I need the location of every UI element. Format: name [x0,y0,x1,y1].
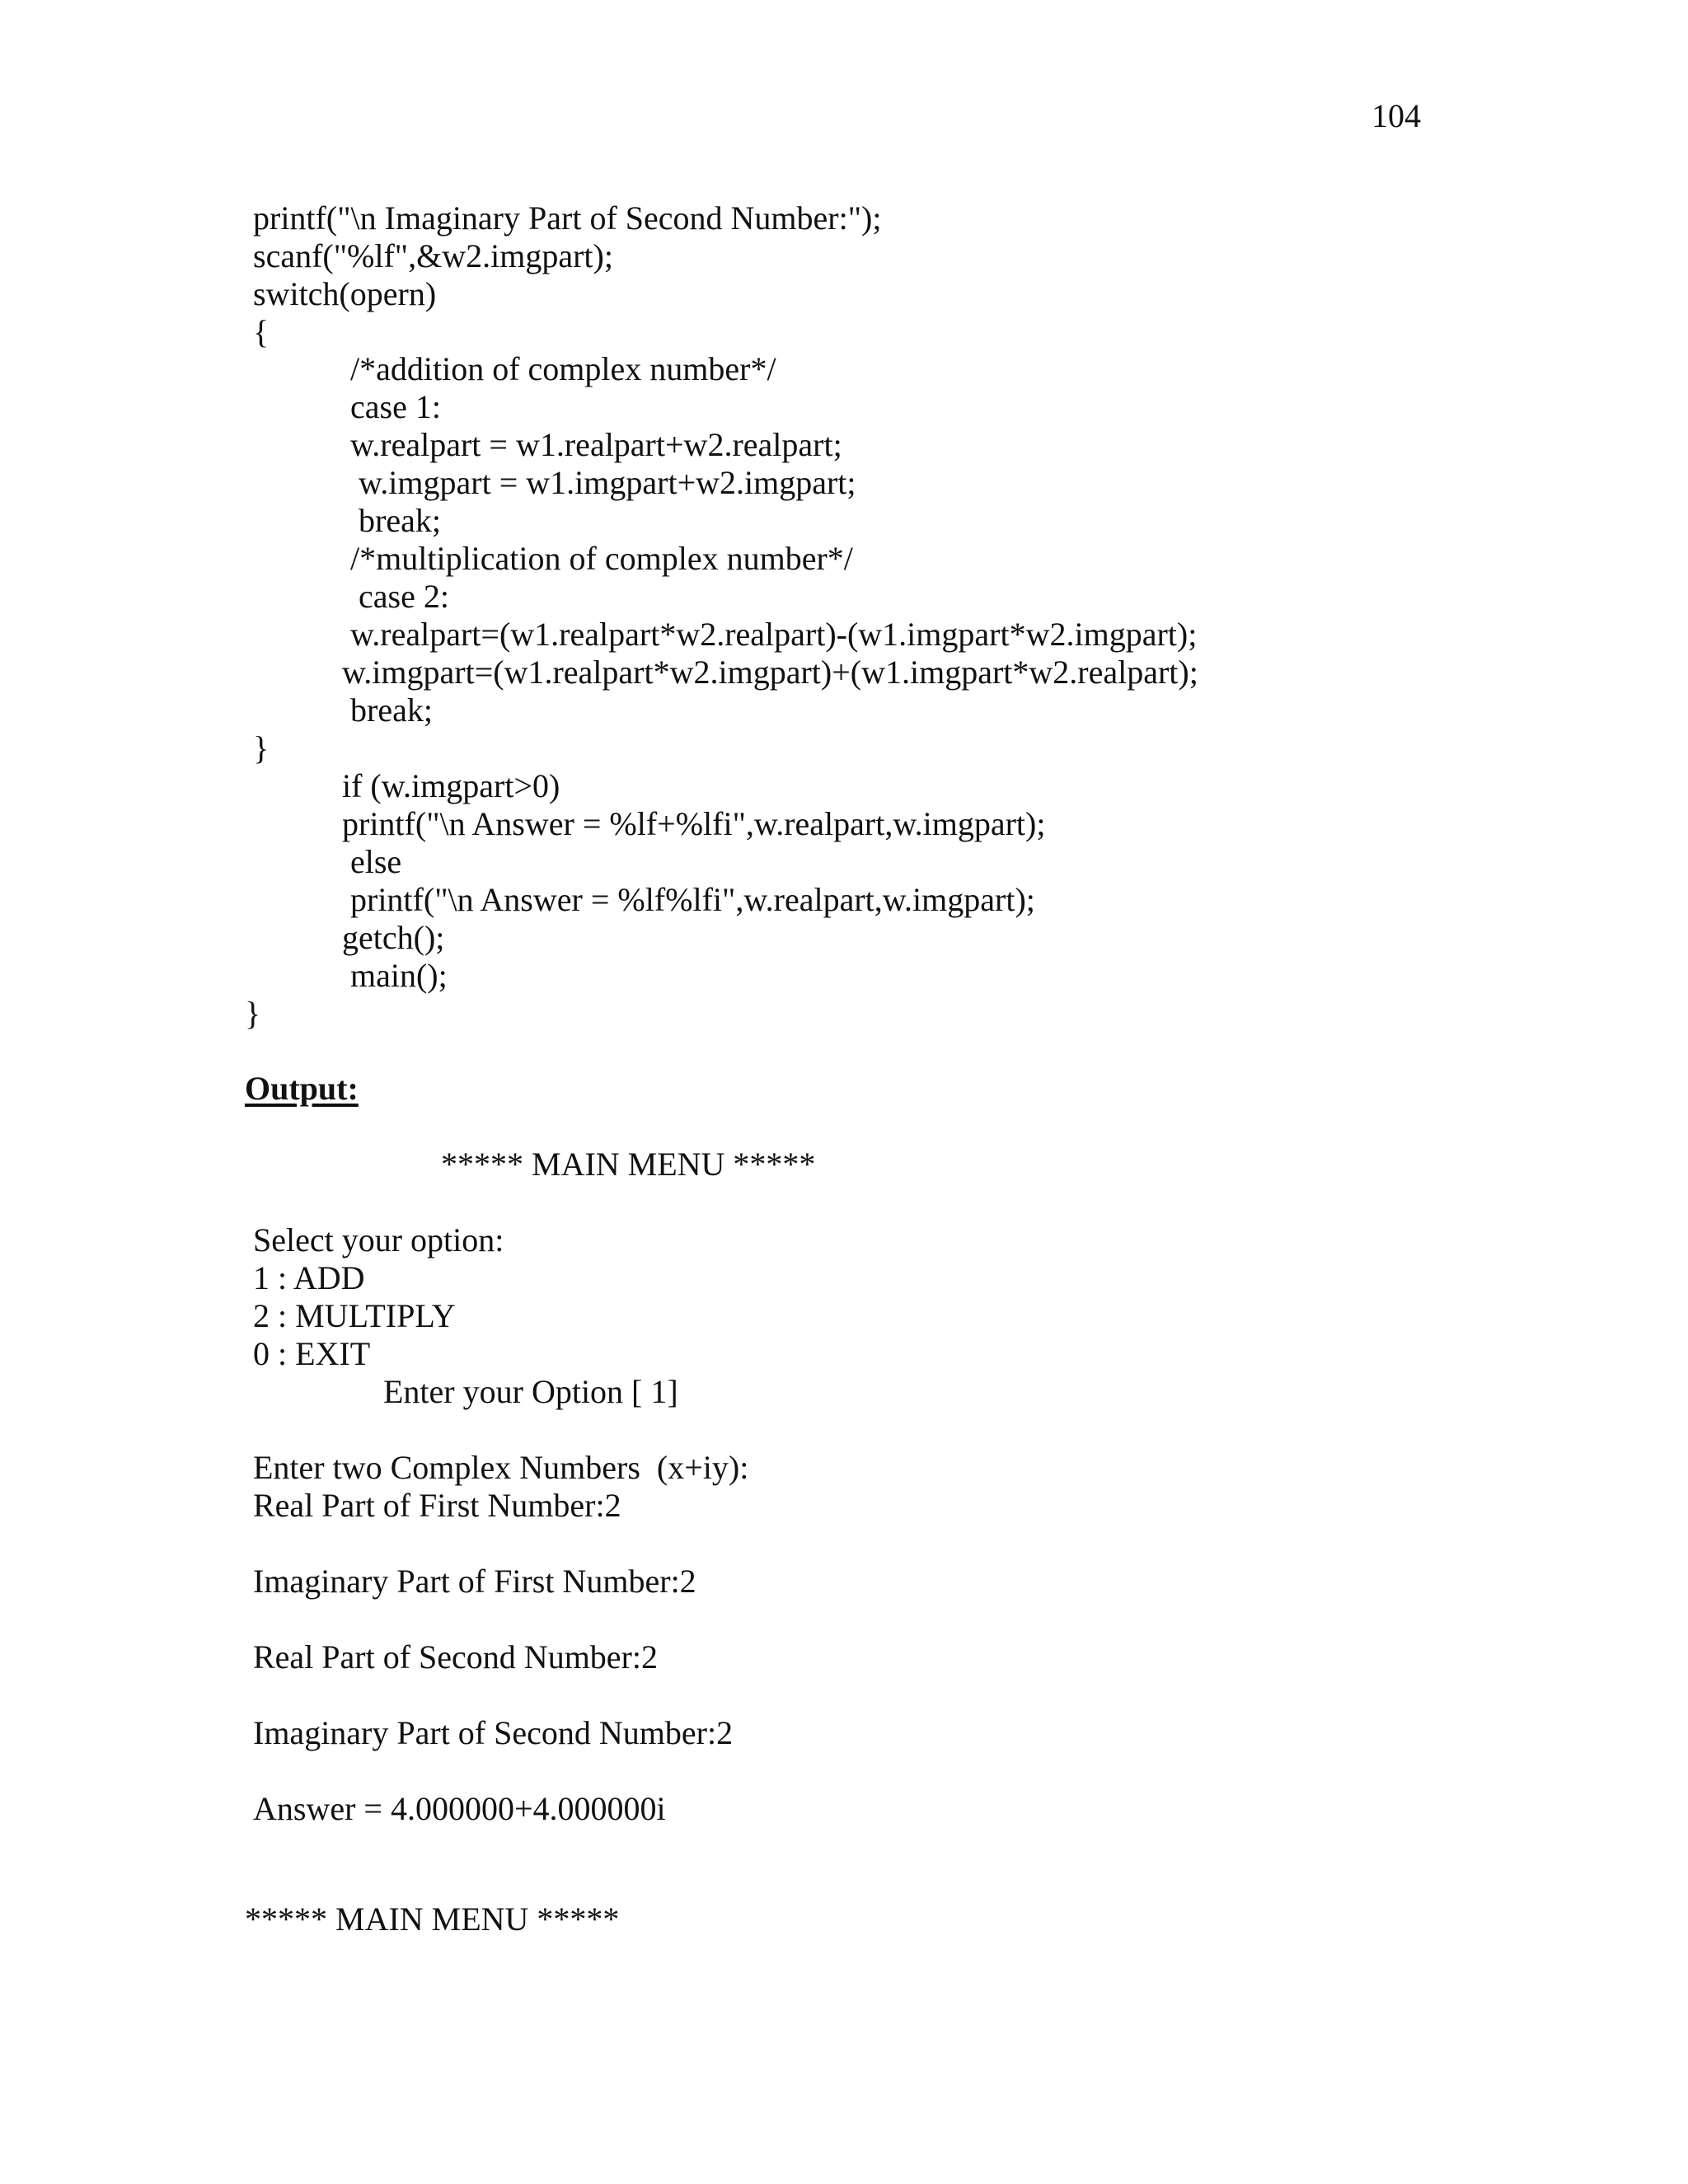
code-line: if (w.imgpart>0) [342,767,560,804]
imag-second-prompt: Imaginary Part of Second Number:2 [253,1714,734,1751]
code-line: main(); [350,957,448,994]
code-line: { [253,313,270,350]
imag-first-prompt: Imaginary Part of First Number:2 [253,1563,696,1600]
option-multiply: 2 : MULTIPLY [253,1297,456,1334]
code-line: break; [359,502,441,539]
code-line: scanf("%lf",&w2.imgpart); [253,237,613,274]
code-line: else [350,843,402,880]
code-line: w.imgpart = w1.imgpart+w2.imgpart; [359,464,856,501]
code-line: printf("\n Answer = %lf%lfi",w.realpart,w.imgpart); [350,881,1035,918]
code-comment: /*addition of complex number*/ [350,350,776,387]
code-line: w.imgpart=(w1.realpart*w2.imgpart)+(w1.imgpart*w2.realpart); [342,654,1198,691]
output-heading: Output: [245,1070,359,1107]
real-first-prompt: Real Part of First Number:2 [253,1487,621,1524]
code-line: printf("\n Answer = %lf+%lfi",w.realpart,w.imgpart); [342,805,1046,842]
select-prompt: Select your option: [253,1221,504,1258]
code-line: } [253,729,270,766]
code-line: w.realpart=(w1.realpart*w2.realpart)-(w1.imgpart*w2.imgpart); [350,616,1198,653]
code-line: case 1: [350,388,441,425]
code-line: } [245,995,261,1032]
menu-title: ***** MAIN MENU ***** [441,1146,816,1183]
enter-complex-prompt: Enter two Complex Numbers (x+iy): [253,1449,749,1486]
option-exit: 0 : EXIT [253,1335,371,1372]
answer-line: Answer = 4.000000+4.000000i [253,1790,666,1827]
enter-option-prompt: Enter your Option [ 1] [383,1373,678,1410]
code-line: getch(); [342,919,445,956]
real-second-prompt: Real Part of Second Number:2 [253,1638,658,1675]
code-line: w.realpart = w1.realpart+w2.realpart; [350,426,842,463]
code-line: break; [350,691,433,729]
page-number: 104 [1372,97,1421,134]
option-add: 1 : ADD [253,1259,365,1296]
menu-title-repeat: ***** MAIN MENU ***** [245,1900,620,1938]
code-line: printf("\n Imaginary Part of Second Number:"); [253,199,882,237]
code-line: switch(opern) [253,275,437,312]
code-comment: /*multiplication of complex number*/ [350,540,853,577]
code-line: case 2: [359,578,449,615]
